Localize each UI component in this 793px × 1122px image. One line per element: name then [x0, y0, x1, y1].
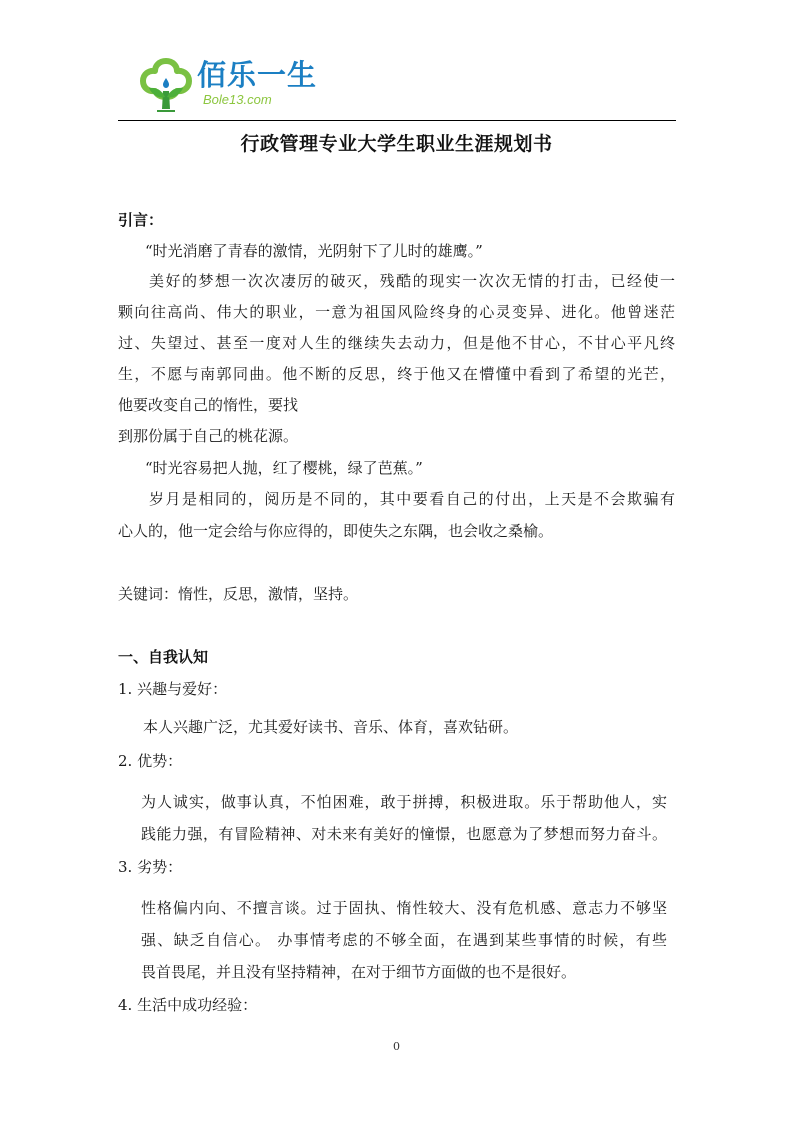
keywords: 关键词：惰性，反思，激情，坚持。 — [118, 585, 359, 603]
intro-paragraph-line: 美好的梦想一次次凄厉的破灭，残酷的现实一次次无情的打击，已经使一 — [149, 272, 675, 290]
intro-paragraph-line: 岁月是相同的，阅历是不同的，其中要看自己的付出，上天是不会欺骗有 — [149, 490, 675, 508]
intro-quote-1: “时光消磨了青春的激情，光阴射下了儿时的雄鹰。” — [145, 242, 483, 260]
section-heading-self-awareness: 一、自我认知 — [118, 648, 209, 666]
intro-paragraph-line: 颗向往高尚、伟大的职业，一意为祖国风险终身的心灵变异、进化。他曾迷茫 — [118, 303, 675, 321]
logo-url: Bole13.com — [203, 92, 272, 107]
intro-paragraph-line: 心人的，他一定会给与你应得的，即使失之东隅，也会收之桑榆。 — [118, 522, 554, 540]
list-item-label-success-experience: 4. 生活中成功经验： — [118, 996, 258, 1014]
document-title: 行政管理专业大学生职业生涯规划书 — [240, 133, 553, 155]
intro-paragraph-line: 他要改变自己的惰性，要找 — [118, 396, 299, 414]
intro-paragraph-line: 到那份属于自己的桃花源。 — [118, 427, 299, 445]
list-item-text: 践能力强，有冒险精神、对未来有美好的憧憬，也愿意为了梦想而努力奋斗。 — [141, 825, 667, 843]
list-item-label-weaknesses: 3. 劣势： — [118, 858, 183, 876]
list-item-text: 畏首畏尾，并且没有坚持精神，在对于细节方面做的也不是很好。 — [141, 963, 577, 981]
intro-paragraph-line: 过、失望过、甚至一度对人生的继续失去动力，但是他不甘心，不甘心平凡终 — [118, 334, 675, 352]
intro-heading: 引言： — [118, 211, 164, 229]
page-number: 0 — [393, 1040, 400, 1053]
list-item-text: 强、缺乏自信心。 办事情考虑的不够全面，在遇到某些事情的时候，有些 — [141, 931, 667, 949]
logo-chinese-name: 佰乐一生 — [197, 58, 318, 92]
tree-logo-icon — [137, 57, 195, 113]
list-item-text: 为人诚实，做事认真，不怕困难，敢于拼搏，积极进取。乐于帮助他人，实 — [141, 793, 667, 811]
header-divider — [118, 120, 676, 121]
logo — [137, 55, 318, 115]
list-item-label-strengths: 2. 优势： — [118, 752, 183, 770]
list-item-text: 本人兴趣广泛，尤其爱好读书、音乐、体育，喜欢钻研。 — [143, 718, 519, 736]
list-item-label-interests: 1. 兴趣与爱好： — [118, 680, 228, 698]
list-item-text: 性格偏内向、不擅言谈。过于固执、惰性较大、没有危机感、意志力不够坚 — [141, 899, 667, 917]
intro-paragraph-line: 生，不愿与南郭同曲。他不断的反思，终于他又在懵懂中看到了希望的光芒， — [118, 365, 675, 383]
intro-quote-2: “时光容易把人抛，红了樱桃，绿了芭蕉。” — [145, 459, 423, 477]
